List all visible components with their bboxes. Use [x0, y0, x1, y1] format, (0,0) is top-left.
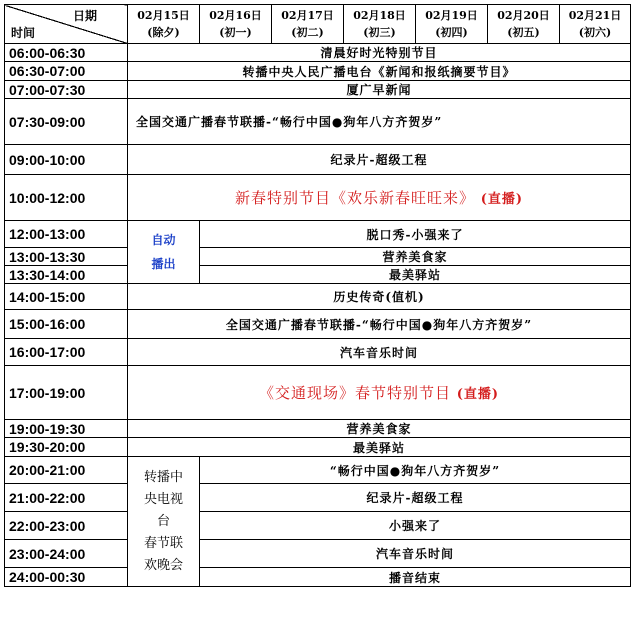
program-cell-highlight — [128, 175, 631, 221]
schedule-table — [4, 4, 631, 587]
day-date: 02月15日 — [137, 9, 190, 22]
day-date: 02月18日 — [353, 9, 406, 22]
side-label-line: 播出 — [151, 257, 176, 271]
program-title: 《交通现场》春节特别节目 — [258, 384, 451, 402]
side-label-line: 央电视 — [143, 491, 183, 507]
program-cell: 纪录片-超级工程 — [200, 484, 631, 512]
day-note: (初二) — [291, 26, 324, 39]
day-header — [200, 5, 272, 44]
day-header — [416, 5, 488, 44]
time-cell: 06:00-06:30 — [5, 44, 128, 62]
live-tag: (直播) — [480, 192, 524, 207]
time-cell: 12:00-13:00 — [5, 221, 128, 248]
live-tag: (直播) — [456, 387, 500, 402]
schedule-row — [5, 284, 631, 310]
schedule-row — [5, 221, 631, 248]
day-note: (初一) — [219, 26, 252, 39]
time-cell: 10:00-12:00 — [5, 175, 128, 221]
program-cell: 纪录片-超级工程 — [128, 145, 631, 175]
time-cell: 22:00-23:00 — [5, 512, 128, 540]
day-note: (除夕) — [147, 26, 180, 39]
time-cell: 15:00-16:00 — [5, 310, 128, 339]
time-cell: 19:00-19:30 — [5, 420, 128, 438]
schedule-row — [5, 145, 631, 175]
time-cell: 16:00-17:00 — [5, 339, 128, 366]
time-cell: 13:30-14:00 — [5, 266, 128, 284]
time-cell: 07:00-07:30 — [5, 81, 128, 99]
program-cell: “畅行中国●狗年八方齐贺岁” — [200, 457, 631, 484]
time-cell: 20:00-21:00 — [5, 457, 128, 484]
side-label-line: 春节联 — [143, 535, 183, 551]
schedule-row — [5, 339, 631, 366]
day-header — [560, 5, 631, 44]
time-cell: 09:00-10:00 — [5, 145, 128, 175]
day-note: (初六) — [578, 26, 612, 39]
program-cell-highlight — [128, 366, 631, 420]
schedule-sheet — [4, 4, 631, 587]
time-cell: 19:30-20:00 — [5, 438, 128, 457]
side-label-line: 欢晚会 — [143, 557, 183, 573]
cctv-gala-label — [128, 457, 200, 587]
day-header — [272, 5, 344, 44]
day-note: (初四) — [435, 26, 468, 39]
program-cell: 全国交通广播春节联播-“畅行中国●狗年八方齐贺岁” — [128, 310, 631, 339]
auto-broadcast-label — [128, 221, 200, 284]
day-header — [344, 5, 416, 44]
program-cell: 脱口秀-小强来了 — [200, 221, 631, 248]
time-cell: 13:00-13:30 — [5, 248, 128, 266]
schedule-row — [5, 266, 631, 284]
time-cell: 07:30-09:00 — [5, 99, 128, 145]
time-label: 时间 — [11, 26, 36, 40]
time-cell: 21:00-22:00 — [5, 484, 128, 512]
side-label-line: 台 — [156, 513, 170, 529]
program-cell: 播音结束 — [200, 568, 631, 587]
side-label-line: 转播中 — [143, 469, 183, 485]
schedule-row — [5, 248, 631, 266]
schedule-row — [5, 512, 631, 540]
time-cell: 17:00-19:00 — [5, 366, 128, 420]
schedule-row — [5, 175, 631, 221]
date-label: 日期 — [72, 9, 97, 23]
program-title: 新春特别节目《欢乐新春旺旺来》 — [234, 189, 475, 207]
program-cell: 汽车音乐时间 — [200, 540, 631, 568]
time-cell: 06:30-07:00 — [5, 62, 128, 81]
program-cell: 厦广早新闻 — [128, 81, 631, 99]
day-header — [128, 5, 200, 44]
day-date: 02月19日 — [425, 9, 478, 22]
program-cell: 营养美食家 — [128, 420, 631, 438]
time-cell: 23:00-24:00 — [5, 540, 128, 568]
schedule-row — [5, 420, 631, 438]
program-cell: 营养美食家 — [200, 248, 631, 266]
schedule-row — [5, 438, 631, 457]
side-label-line: 自动 — [151, 233, 176, 247]
program-cell: 清晨好时光特别节目 — [128, 44, 631, 62]
date-time-corner-cell — [5, 5, 128, 44]
time-cell: 24:00-00:30 — [5, 568, 128, 587]
program-cell: 最美驿站 — [200, 266, 631, 284]
schedule-row — [5, 568, 631, 587]
program-cell: 汽车音乐时间 — [128, 339, 631, 366]
time-cell: 14:00-15:00 — [5, 284, 128, 310]
day-note: (初三) — [363, 26, 396, 39]
schedule-row — [5, 81, 631, 99]
schedule-row — [5, 310, 631, 339]
schedule-row — [5, 366, 631, 420]
program-cell: 全国交通广播春节联播-“畅行中国●狗年八方齐贺岁” — [128, 99, 631, 145]
header-row — [5, 5, 631, 44]
day-header — [488, 5, 560, 44]
program-cell: 最美驿站 — [128, 438, 631, 457]
day-date: 02月21日 — [568, 9, 622, 22]
schedule-row — [5, 62, 631, 81]
program-cell: 历史传奇(值机) — [128, 284, 631, 310]
day-note: (初五) — [507, 26, 540, 39]
schedule-row — [5, 457, 631, 484]
program-cell: 小强来了 — [200, 512, 631, 540]
program-cell: 转播中央人民广播电台《新闻和报纸摘要节目》 — [128, 62, 631, 81]
day-date: 02月20日 — [497, 9, 550, 22]
schedule-row — [5, 44, 631, 62]
day-date: 02月16日 — [209, 9, 262, 22]
day-date: 02月17日 — [281, 9, 334, 22]
schedule-row — [5, 540, 631, 568]
schedule-row — [5, 99, 631, 145]
schedule-row — [5, 484, 631, 512]
